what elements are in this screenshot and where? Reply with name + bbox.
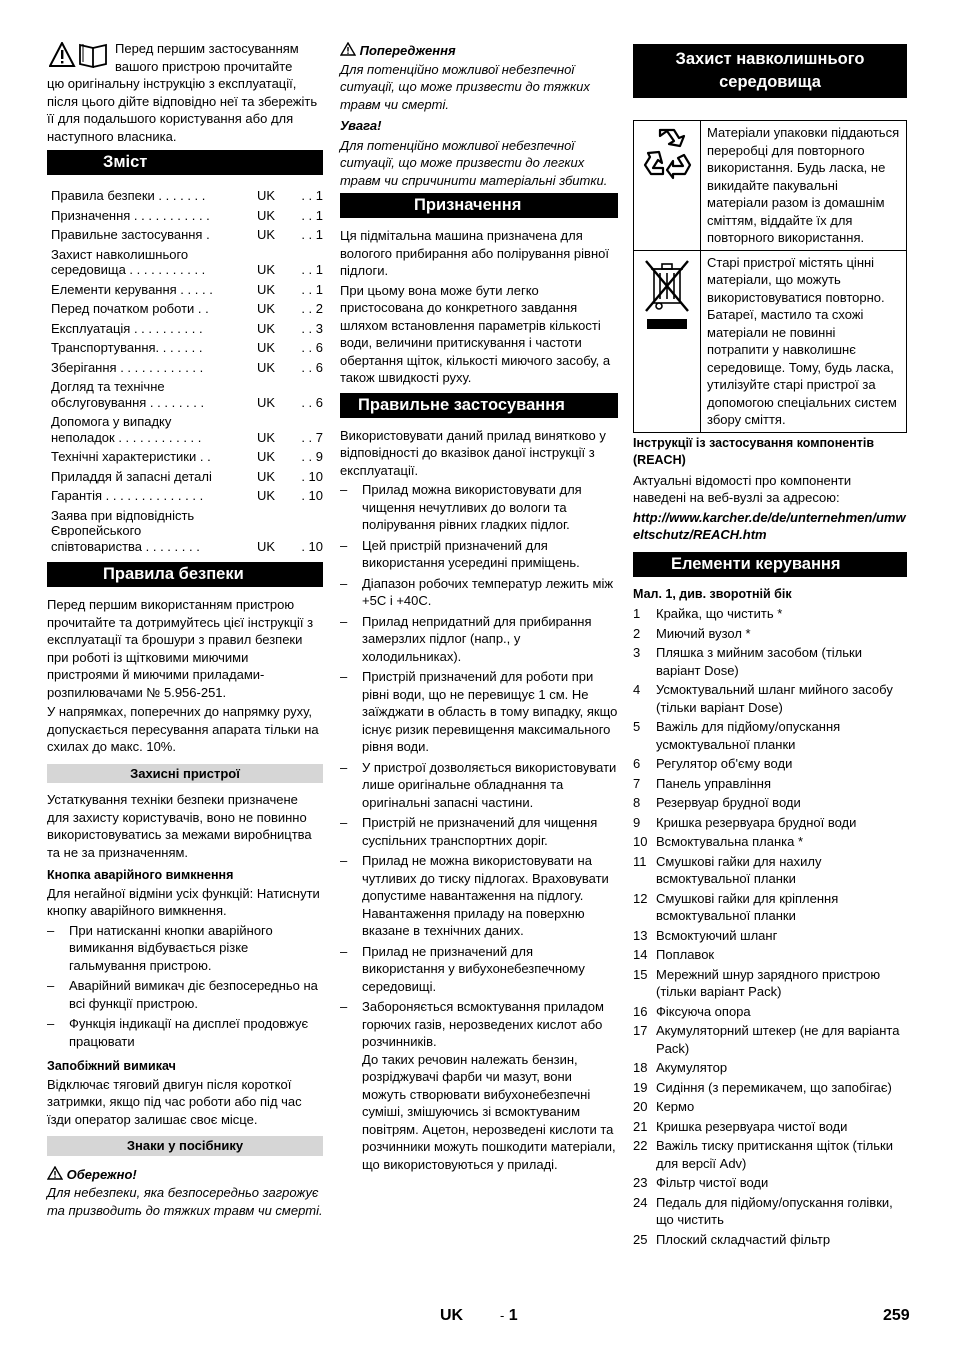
toc-entry-title: Гарантія . . . . . . . . . . . . . . [51, 488, 204, 503]
controls-heading: Елементи керування [633, 552, 907, 577]
env-text-bin: Старі пристрої містять цінні матеріали, що можуть використовуватися повторно. Батареї, мастило та схожі матеріали не повинні потрапити у навколишнє середовище. Тому, будь ласка, утилізуйте старі пристрої за допомогою спеціальних систем збору сміття. [701, 250, 907, 432]
toc-entry-lang: UK [257, 394, 276, 410]
toc-entry-lang: UK [257, 538, 276, 554]
control-item: 19 Сидіння (з перемикачем, що запобігає) [633, 1079, 892, 1095]
toc-entry-title: Зберігання . . . . . . . . . . . . [51, 359, 204, 375]
safety-p2: У напрямках, поперечних до напрямку руху, допускається пересування апарата тільки на схилах до макс. 10%. [47, 704, 319, 754]
toc-heading: Зміст [47, 150, 323, 175]
toc-entry-page: . . 1 [301, 207, 323, 223]
toc-row[interactable] [47, 281, 323, 301]
list-item: – Діапазон робочих температур лежить між +5С і +40С. [340, 575, 614, 609]
control-item: 10 Всмоктувальна планка * [633, 834, 804, 849]
list-item: – Функція індикації на дисплеї продовжує працювати [47, 1016, 309, 1049]
toc-entry-title: Експлуатація . . . . . . . . . . [51, 320, 203, 336]
toc-entry-page: . . 1 [301, 262, 323, 277]
caution-text: Для потенційно можливої небезпечної ситуації, що може призвести до легких травм чи спричинити матеріальні збитки. [340, 137, 608, 188]
toc-row[interactable] [47, 339, 323, 359]
fuse-heading: Запобіжний вимикач [47, 1059, 176, 1073]
control-item: 24 Педаль для підйому/опускання голівки, що чистить [633, 1194, 893, 1227]
list-item: – Цей пристрій призначений для використання усередині приміщень. [340, 537, 580, 571]
toc-entry-title: Перед початком роботи . . [51, 301, 209, 316]
purpose-heading: Призначення [340, 193, 618, 218]
intro-block [47, 40, 323, 145]
toc-entry-title: Елементи керування . . . . . [51, 281, 213, 297]
list-item: – Пристрій призначений для роботи при рівні води, що не перевищує 1 см. Не заїжджати в область в тому випадку, якщо існує ризик перевищення максимального рівня води. [340, 669, 618, 755]
reach-link[interactable]: http://www.karcher.de/de/unternehmen/umweltschutz/REACH.htm [633, 509, 906, 542]
control-item: 4 Усмоктувальний шланг мийного засобу (тільки варіант Dose) [633, 682, 893, 715]
safety-p1: Перед першим використанням пристрою прочитайте та дотримуйтесь цієї інструкції з експлуатації та брошури з правил безпеки при роботі із щітковими миючими пристроями й миючими приладами-розпилювачами № 5.956-251. [47, 597, 314, 700]
protective-text: Устаткування техніки безпеки призначене для захисту користувачів, воно не повинно використовуватись за межами виробництва та не за призначенням. [47, 792, 312, 860]
safety-heading: Правила безпеки [47, 562, 323, 587]
toc-entry-title: Догляд та технічне обслуговування . . . . . . . . [51, 379, 205, 410]
toc-entry-lang: UK [257, 340, 276, 355]
protective-heading: Захисні пристрої [47, 764, 323, 784]
toc-entry-lang: UK [257, 359, 276, 375]
toc-entry-page: . . 1 [301, 281, 323, 297]
use-heading: Правильне застосування [340, 393, 618, 418]
toc-row[interactable] [47, 487, 323, 507]
toc-entry-page: . . 6 [301, 359, 323, 375]
footer-language: UK [440, 1307, 464, 1324]
toc-row[interactable] [47, 246, 323, 281]
toc-entry-page: . . 1 [301, 227, 323, 242]
control-item: 16 Фіксуюча опора [633, 1003, 751, 1019]
control-item: 8 Резервуар брудної води [633, 795, 801, 810]
toc-entry-lang: UK [257, 468, 276, 484]
toc-row[interactable] [47, 448, 323, 468]
column-middle [340, 40, 618, 1176]
list-item: – У пристрої дозволяється використовувати лише оригінальне обладнання та оригінальні запасні частини. [340, 759, 617, 810]
list-item: – Забороняється всмоктування приладом горючих газів, нерозведених кислот або розчинників. До таких речовин належать бензин, розріджувачі фарби чи мазут, вони можуть створювати вибухонебезпечні суміші, змішуючись зі всмоктуваним повітрям. Ацетон, нерозведені кислоти та розчинники можуть пошкодити матеріали, що використовуються у приладі. [340, 999, 616, 1172]
env-text-recycling: Матеріали упаковки піддаються переробці для повторного використання. Будь ласка, не викидайте пакувальні матеріали разом із домашнім сміттям, віддайте їх для повторного використання. [701, 121, 907, 251]
control-item: 15 Мережний шнур зарядного пристрою (тільки варіант Pack) [633, 966, 881, 999]
warning-label: Попередження [359, 43, 456, 58]
toc-entry-lang: UK [257, 429, 276, 445]
control-item: 12 Смушкові гайки для кріплення всмоктувальної планки [633, 890, 839, 923]
purpose-p1: Ця підмітальна машина призначена для вологого прибирання або полірування рівної підлоги. [340, 228, 609, 279]
danger-text: Для небезпеки, яка безпосередньо загрожує та призводить до тяжких травм чи смерті. [47, 1185, 323, 1218]
control-item: 23 Фільтр чистої води [633, 1175, 769, 1190]
toc-entry-title: Правила безпеки . . . . . . . [51, 188, 206, 203]
toc-row[interactable] [47, 378, 323, 413]
toc-entry-page: . 10 [301, 488, 323, 503]
toc-entry-lang: UK [257, 188, 276, 203]
toc-entry-title: Захист навколишнього середовища . . . . . . . . . . . [51, 246, 206, 277]
list-item: – При натисканні кнопки аварійного вимикання відбувається різке гальмування пристрою. [47, 922, 273, 973]
control-item: 5 Важіль для підйому/опускання усмоктувальної планки [633, 719, 841, 752]
toc-row[interactable] [47, 320, 323, 340]
toc-row[interactable] [47, 359, 323, 379]
signs-heading: Знаки у посібнику [47, 1136, 323, 1156]
toc-entry-page: . . 3 [301, 320, 323, 336]
env-row-recycling [634, 121, 907, 251]
column-left [47, 40, 323, 1221]
control-item: 22 Важіль тиску притискання щіток (тільки для версії Adv) [633, 1138, 893, 1171]
list-item: – Аварійний вимикач діє безпосередньо на всі функції пристрою. [47, 978, 318, 1011]
toc-entry-page: . . 1 [301, 188, 323, 203]
toc-entry-title: Призначення . . . . . . . . . . . [51, 207, 210, 223]
toc-entry-title: Приладдя й запасні деталі [51, 468, 212, 484]
toc-entry-lang: UK [257, 449, 276, 464]
toc-entry-title: Допомога у випадку неполадок . . . . . . . . . . . . [51, 414, 202, 445]
warning-label-row [340, 42, 618, 61]
purpose-p2: При цьому вона може бути легко пристосована до конкретного завдання шляхом встановлення параметрів кількості води, величини притискування і частоти обертання щіток, кількості миючого засобу, а також швидкості руху. [340, 282, 611, 386]
toc-entry-page: . . 9 [301, 449, 323, 464]
recycling-icon [634, 121, 701, 251]
toc-entry-lang: UK [257, 227, 276, 242]
control-item: 18 Акумулятор [633, 1060, 728, 1075]
crossed-bin-icon [634, 250, 701, 432]
control-item: 3 Пляшка з мийним засобом (тільки варіант Dose) [633, 645, 863, 678]
env-table [633, 120, 907, 433]
env-heading: Захист навколишнього середовища [633, 44, 907, 98]
control-item: 17 Акумуляторний штекер (не для варіанта Pack) [633, 1023, 900, 1056]
toc-entry-page: . . 2 [301, 301, 323, 316]
intro-first-line: Перед першим застосуванням вашого пристрою прочитайте [115, 41, 299, 74]
fuse-text: Відключає тяговий двигун після короткої затримки, якщо під час роботи або під час їзди оператор залишає своє місце. [47, 1076, 302, 1127]
control-item: 11 Смушкові гайки для нахилу всмоктувальної планки [633, 853, 822, 886]
toc-table [47, 187, 323, 557]
estop-list [47, 922, 323, 1051]
toc-entry-title: Транспортування. . . . . . . [51, 340, 203, 355]
list-item: – Прилад не призначений для використання у вибухонебезпечному середовищі. [340, 943, 585, 994]
control-item: 21 Кришка резервуара чистої води [633, 1118, 848, 1134]
toc-row[interactable] [47, 507, 323, 558]
reach-text: Актуальні відомості про компоненти наведені на веб-вузлі за адресою: [633, 472, 852, 505]
toc-row[interactable] [47, 226, 323, 246]
reach-heading: Інструкції із застосування компонентів (REACH) [633, 435, 875, 467]
danger-label: Обережно! [66, 1166, 137, 1182]
warning-text: Для потенційно можливої небезпечної ситуації, що може призвести до тяжких травм чи смерті. [340, 61, 590, 112]
control-item: 14 Поплавок [633, 947, 715, 962]
toc-entry-lang: UK [257, 320, 276, 336]
figure-label: Мал. 1, див. зворотній бік [633, 586, 792, 601]
estop-text: Для негайної відміни усіх функцій: Натиснути кнопку аварійного вимкнення. [47, 885, 320, 918]
control-item: 9 Кришка резервуара брудної води [633, 814, 857, 830]
toc-row[interactable] [47, 468, 323, 488]
list-item: – Прилад можна використовувати для чищення нечутливих до вологи та полірування рівних гладких підлог. [340, 482, 582, 533]
toc-entry-page: . . 6 [301, 340, 323, 355]
control-item: 1 Крайка, що чистить * [633, 606, 783, 621]
control-item: 6 Регулятор об'єму води [633, 756, 793, 771]
control-item: 7 Панель управління [633, 775, 772, 791]
control-item: 25 Плоский складчастий фільтр [633, 1231, 831, 1247]
controls-list [633, 605, 907, 1248]
toc-entry-lang: UK [257, 281, 276, 297]
toc-row[interactable] [47, 300, 323, 320]
toc-row[interactable] [47, 187, 323, 207]
intro-text: цю оригінальну інструкцію з експлуатації, після цього дійте відповідно неї та збережіть її для подальшого користування або для наступного власника. [47, 76, 318, 144]
footer-section-page: - 1 [500, 1307, 518, 1324]
toc-entry-title: Правильне застосування . [51, 227, 210, 242]
use-intro: Використовувати даний прилад винятково у відповідності до вказівок даної інструкції з експлуатації. [340, 427, 606, 478]
column-right [633, 40, 907, 1250]
list-item: – Прилад непридатний для прибирання замерзлих підлог (напр., у холодильниках). [340, 613, 592, 664]
list-item: – Прилад не можна використовувати на чутливих до тиску підлогах. Враховувати допустиме навантаження на підлогу. Навантаження приладу на поверхню вказане в технічних даних. [340, 853, 609, 939]
estop-heading: Кнопка аварійного вимкнення [47, 868, 234, 882]
toc-entry-page: . . 6 [301, 394, 323, 410]
toc-entry-lang: UK [257, 301, 276, 316]
toc-entry-title: Заява при відповідність Європейського співтовариства . . . . . . . . [51, 507, 200, 554]
control-item: 13 Всмоктуючий шланг [633, 927, 778, 943]
list-item: – Пристрій не призначений для чищення суспільних транспортних доріг. [340, 815, 598, 848]
warning-triangle-icon [340, 42, 356, 61]
use-list [340, 481, 618, 1173]
toc-entry-page: . 10 [301, 538, 323, 554]
toc-row[interactable] [47, 413, 323, 448]
toc-entry-lang: UK [257, 488, 276, 503]
warning-book-icon [49, 42, 109, 73]
toc-entry-lang: UK [257, 207, 276, 223]
warning-triangle-icon [47, 1166, 63, 1185]
footer-page-number: 259 [883, 1307, 910, 1324]
control-item: 2 Миючий вузол * [633, 625, 751, 641]
env-row-bin [634, 250, 907, 432]
caution-label: Увага! [340, 118, 382, 134]
control-item: 20 Кермо [633, 1099, 695, 1114]
toc-entry-page: . . 7 [301, 429, 323, 445]
danger-label-row [47, 1166, 323, 1185]
toc-entry-lang: UK [257, 262, 276, 277]
toc-entry-page: . 10 [301, 468, 323, 484]
toc-row[interactable] [47, 207, 323, 227]
toc-entry-title: Технічні характеристики . . [51, 449, 211, 464]
